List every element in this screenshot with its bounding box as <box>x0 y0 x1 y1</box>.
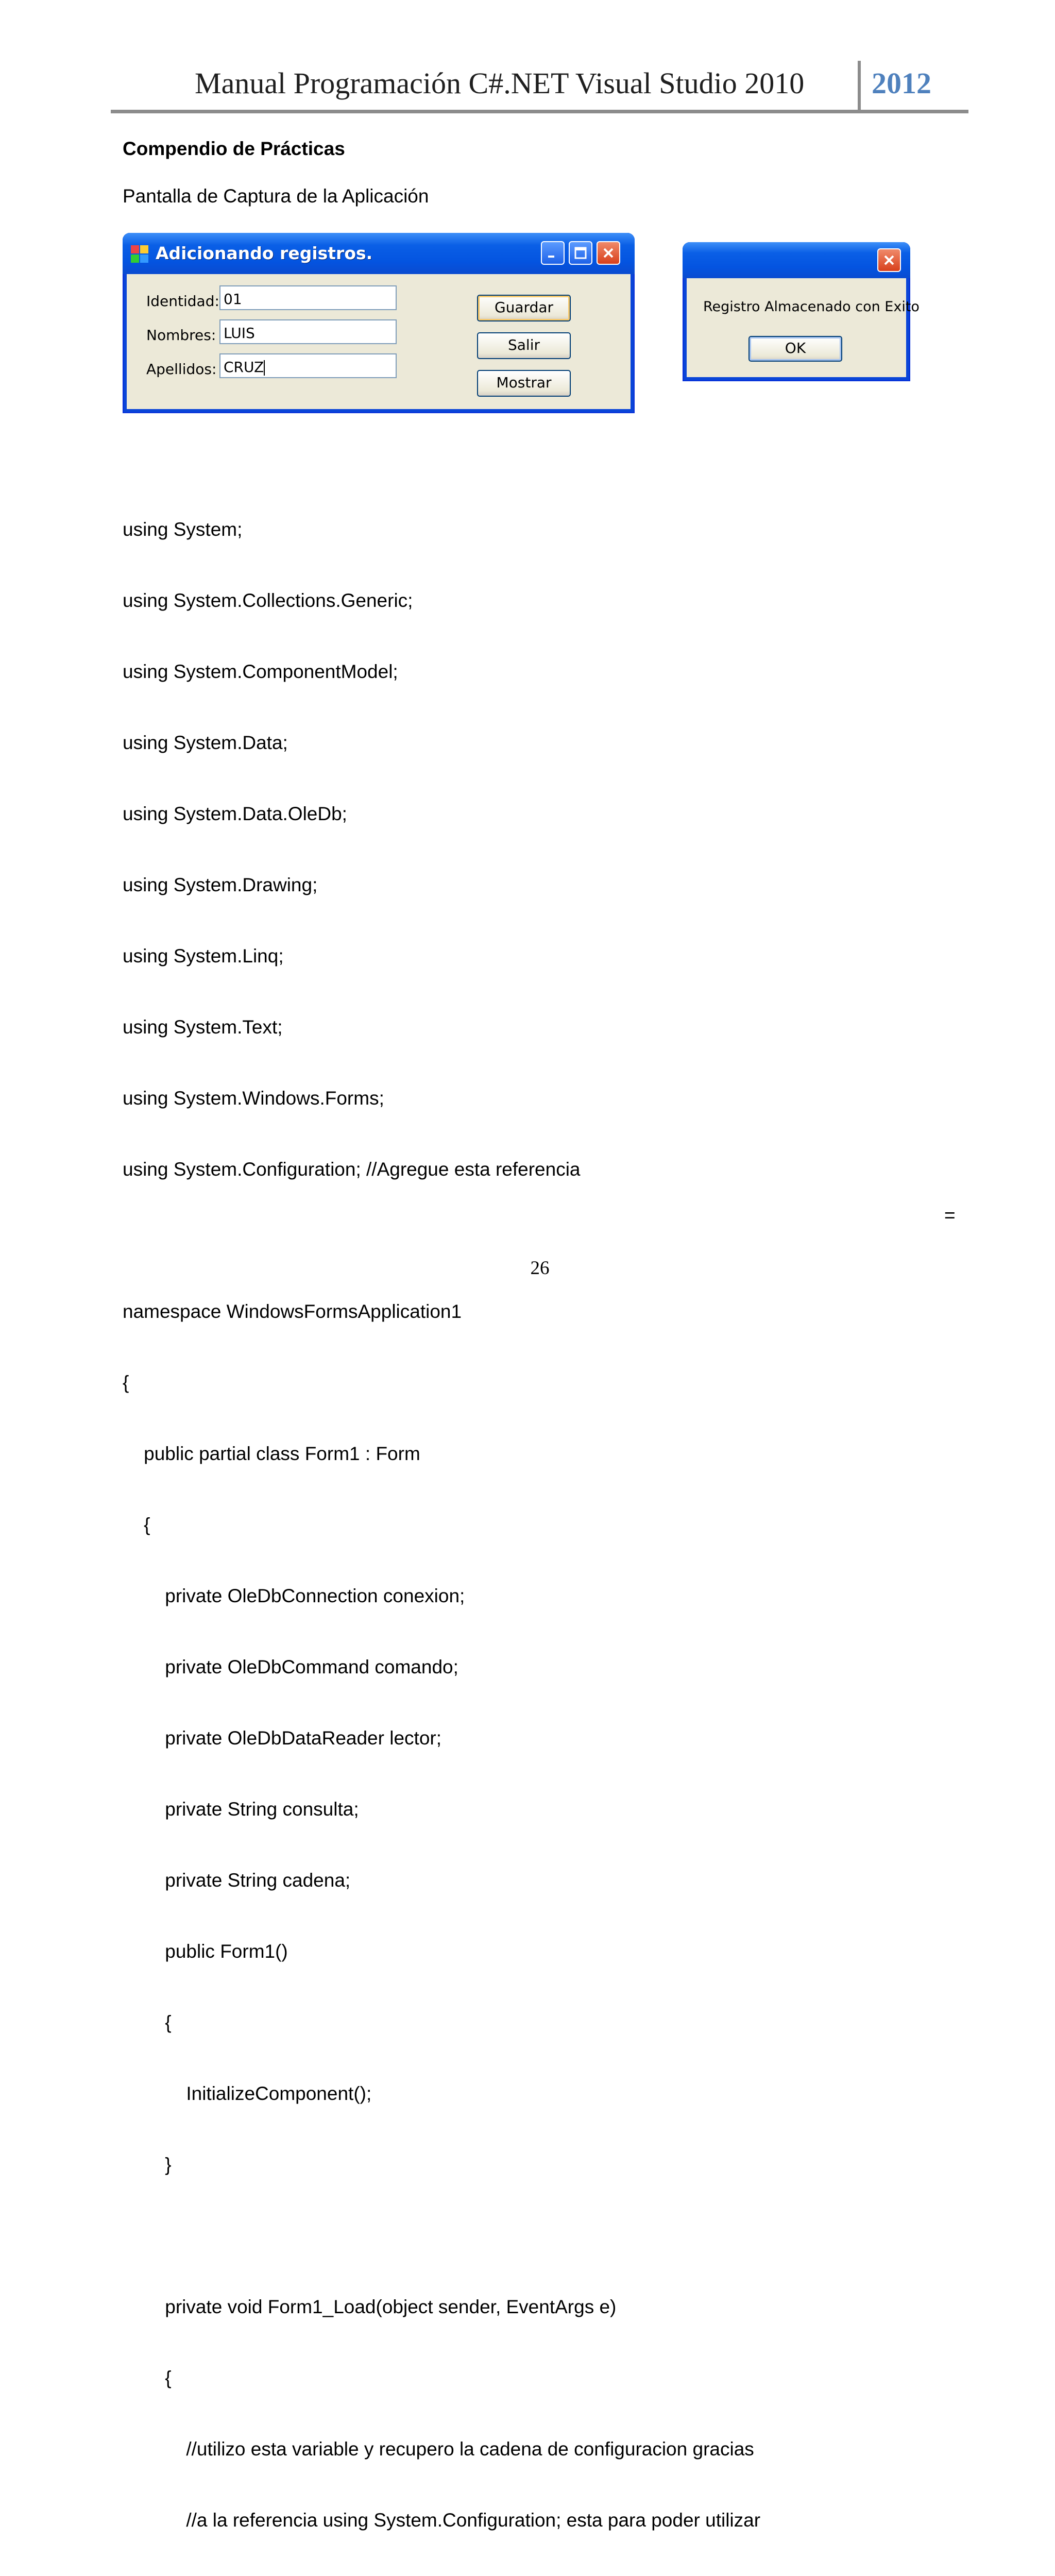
code-line: using System.Data; <box>123 732 288 753</box>
app-icon <box>131 245 148 263</box>
header-separator <box>858 61 861 110</box>
identidad-input[interactable]: 01 <box>219 285 397 310</box>
apellidos-input[interactable] <box>219 353 397 378</box>
code-line: using System.Linq; <box>123 945 284 967</box>
code-line: //a la referencia using System.Configuration; esta para poder utilizar <box>123 2510 761 2531</box>
assignment-equals: = <box>944 1205 956 1226</box>
code-line: } <box>123 2154 172 2175</box>
guardar-button[interactable]: Guardar <box>477 295 571 321</box>
salir-button[interactable]: Salir <box>477 332 571 359</box>
message-titlebar <box>683 242 910 278</box>
page-number: 26 <box>530 1258 550 1279</box>
caption: Pantalla de Captura de la Aplicación <box>123 185 429 207</box>
code-line: using System.Data.OleDb; <box>123 803 347 824</box>
code-line: { <box>123 2012 172 2033</box>
message-close-icon[interactable] <box>877 248 901 272</box>
ok-button[interactable]: OK <box>748 336 842 362</box>
code-line: using System.Configuration; //Agregue esta referencia <box>123 1159 581 1180</box>
apellidos-value: CRUZ <box>224 359 264 376</box>
code-line: { <box>123 1514 150 1535</box>
code-line: using System; <box>123 519 243 540</box>
header-title: Manual Programación C#.NET Visual Studio 2010 <box>195 66 805 100</box>
code-line: { <box>123 1372 129 1393</box>
form-body <box>127 274 631 409</box>
code-listing <box>123 470 957 2576</box>
code-line: public Form1() <box>123 1941 288 1962</box>
code-line: namespace WindowsFormsApplication1 <box>123 1301 462 1322</box>
minimize-icon[interactable] <box>541 241 565 265</box>
code-line: InitializeComponent(); <box>123 2083 372 2104</box>
nombres-label: Nombres: <box>146 327 216 344</box>
code-line: using System.Collections.Generic; <box>123 590 413 611</box>
code-line: private void Form1_Load(object sender, EventArgs e) <box>123 2296 617 2317</box>
code-line: { <box>123 2367 172 2388</box>
code-line: private String consulta; <box>123 1799 359 1820</box>
code-line: private OleDbCommand comando; <box>123 1656 458 1677</box>
text-caret <box>264 360 265 376</box>
form-titlebar <box>123 233 635 274</box>
mostrar-button[interactable]: Mostrar <box>477 370 571 397</box>
message-body <box>687 278 920 377</box>
nombres-input[interactable]: LUIS <box>219 319 397 344</box>
code-line: public partial class Form1 : Form <box>123 1443 420 1464</box>
message-text: Registro Almacenado con Exito <box>703 299 920 315</box>
code-line: using System.Windows.Forms; <box>123 1088 384 1109</box>
message-box <box>683 242 920 381</box>
code-line: //utilizo esta variable y recupero la cadena de configuracion gracias <box>123 2438 754 2460</box>
apellidos-label: Apellidos: <box>146 361 217 378</box>
form-title: Adicionando registros. <box>156 243 373 263</box>
code-line: private OleDbConnection conexion; <box>123 1585 465 1606</box>
close-icon[interactable] <box>597 241 620 265</box>
code-line: using System.Text; <box>123 1016 283 1038</box>
identidad-label: Identidad: <box>146 293 219 310</box>
code-line: private OleDbDataReader lector; <box>123 1727 441 1749</box>
form-window <box>123 233 635 413</box>
section-title: Compendio de Prácticas <box>123 138 345 159</box>
maximize-icon[interactable] <box>569 241 592 265</box>
code-line: using System.Drawing; <box>123 874 318 895</box>
code-line: private String cadena; <box>123 1870 351 1891</box>
header-year: 2012 <box>872 66 931 100</box>
header-rule <box>111 110 968 113</box>
code-line: using System.ComponentModel; <box>123 661 398 682</box>
